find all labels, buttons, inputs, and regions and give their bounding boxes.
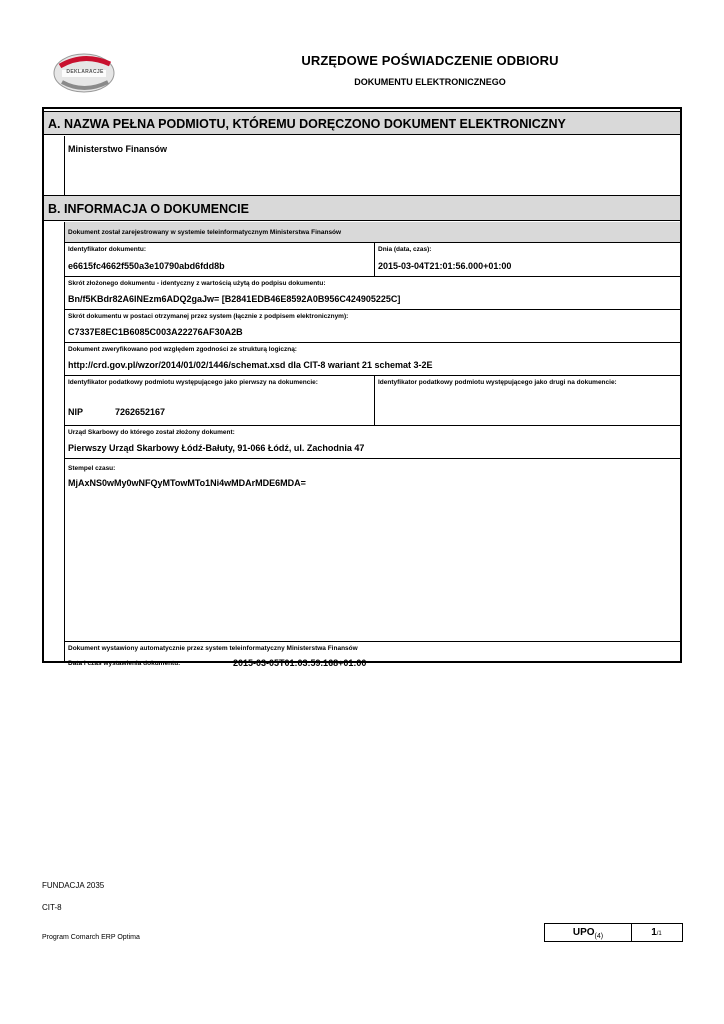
issued-note: Dokument wystawiony automatycznie przez system teleinformatyczny Ministerstwa Finansów xyxy=(68,645,358,652)
schema-verified-label: Dokument zweryfikowano pod względem zgodności ze strukturą logiczną: xyxy=(68,346,297,353)
section-a-heading: A. NAZWA PEŁNA PODMIOTU, KTÓREMU DORĘCZONO DOKUMENT ELEKTRONICZNY xyxy=(44,111,680,135)
hash-cell xyxy=(65,277,680,310)
schema-verified-value: http://crd.gov.pl/wzor/2014/01/02/1446/schemat.xsd dla CIT-8 wariant 21 schemat 3-2E xyxy=(68,360,433,370)
document-subtitle: DOKUMENTU ELEKTRONICZNEGO xyxy=(354,77,506,87)
logo-text: DEKLARACJE xyxy=(66,69,104,75)
taxid-first-label: Identyfikator podatkowy podmiotu występującego jako pierwszy na dokumencie: xyxy=(68,379,318,386)
hash-received-label: Skrót dokumentu w postaci otrzymanej przez system (łącznie z podpisem elektronicznym): xyxy=(68,313,349,320)
hash-label: Skrót złożonego dokumentu - identyczny z wartością użytą do podpisu dokumentu: xyxy=(68,280,326,287)
page-number: 1 xyxy=(651,927,657,938)
hash-received-cell xyxy=(65,310,680,343)
footer-form-code: CIT-8 xyxy=(42,903,62,912)
document-title: URZĘDOWE POŚWIADCZENIE ODBIORU xyxy=(301,53,559,68)
page-number-cell xyxy=(631,924,682,941)
taxid-first-cell xyxy=(65,376,375,426)
taxid-first-type: NIP xyxy=(68,407,84,417)
taxid-first-value: 7262652167 xyxy=(115,407,166,417)
timestamp-cell xyxy=(65,459,680,642)
timestamp-label: Stempel czasu: xyxy=(68,465,116,472)
identifier-cell xyxy=(65,243,375,277)
recipient-name: Ministerstwo Finansów xyxy=(68,144,168,154)
upo-page-box xyxy=(544,923,683,942)
tax-office-cell xyxy=(65,426,680,459)
footer-foundation: FUNDACJA 2035 xyxy=(42,881,105,890)
timestamp-value: MjAxNS0wMy0wNFQyMTowMTo1Ni4wMDArMDE6MDA= xyxy=(68,478,306,488)
date-value: 2015-03-04T21:01:56.000+01:00 xyxy=(378,261,512,271)
upo-version: (4) xyxy=(594,933,604,940)
taxid-second-label: Identyfikator podatkowy podmiotu występującego jako drugi na dokumencie: xyxy=(378,379,617,386)
taxid-second-cell xyxy=(375,376,680,426)
registered-note-row xyxy=(65,222,680,243)
deklaracje-logo xyxy=(52,52,116,94)
section-a-body xyxy=(64,136,680,195)
tax-office-value: Pierwszy Urząd Skarbowy Łódź-Bałuty, 91-066 Łódź, ul. Zachodnia 47 xyxy=(68,443,365,453)
hash-received-value: C7337E8EC1B6085C003A22276AF30A2B xyxy=(68,327,243,337)
issued-date-label: Data i czas wystawienia dokumentu: xyxy=(68,660,181,667)
section-b-heading: B. INFORMACJA O DOKUMENCIE xyxy=(44,195,680,221)
upo-label-cell xyxy=(545,924,632,941)
identifier-label: Identyfikator dokumentu: xyxy=(68,246,147,253)
tax-office-label: Urząd Skarbowy do którego został złożony dokument: xyxy=(68,429,235,436)
date-label: Dnia (data, czas): xyxy=(378,246,432,253)
upo-label: UPO xyxy=(572,927,595,938)
section-b-body xyxy=(64,222,680,668)
upo-form xyxy=(42,107,682,668)
date-cell xyxy=(375,243,680,277)
issued-date-value: 2015-03-05T01:03:59.168+01:00 xyxy=(233,658,367,668)
registered-note: Dokument został zarejestrowany w systemie teleinformatycznym Ministerstwa Finansów xyxy=(68,229,342,236)
identifier-value: e6615fc4662f550a3e10790abd6fdd8b xyxy=(68,261,225,271)
issued-cell xyxy=(65,642,680,668)
schema-verified-cell xyxy=(65,343,680,376)
hash-value: Bn/f5KBdr82A6lNEzm6ADQ2gaJw= [B2841EDB46E8592A0B956C424905225C] xyxy=(68,294,401,304)
footer-program: Program Comarch ERP Optima xyxy=(42,934,140,941)
page-total: /1 xyxy=(656,931,662,937)
